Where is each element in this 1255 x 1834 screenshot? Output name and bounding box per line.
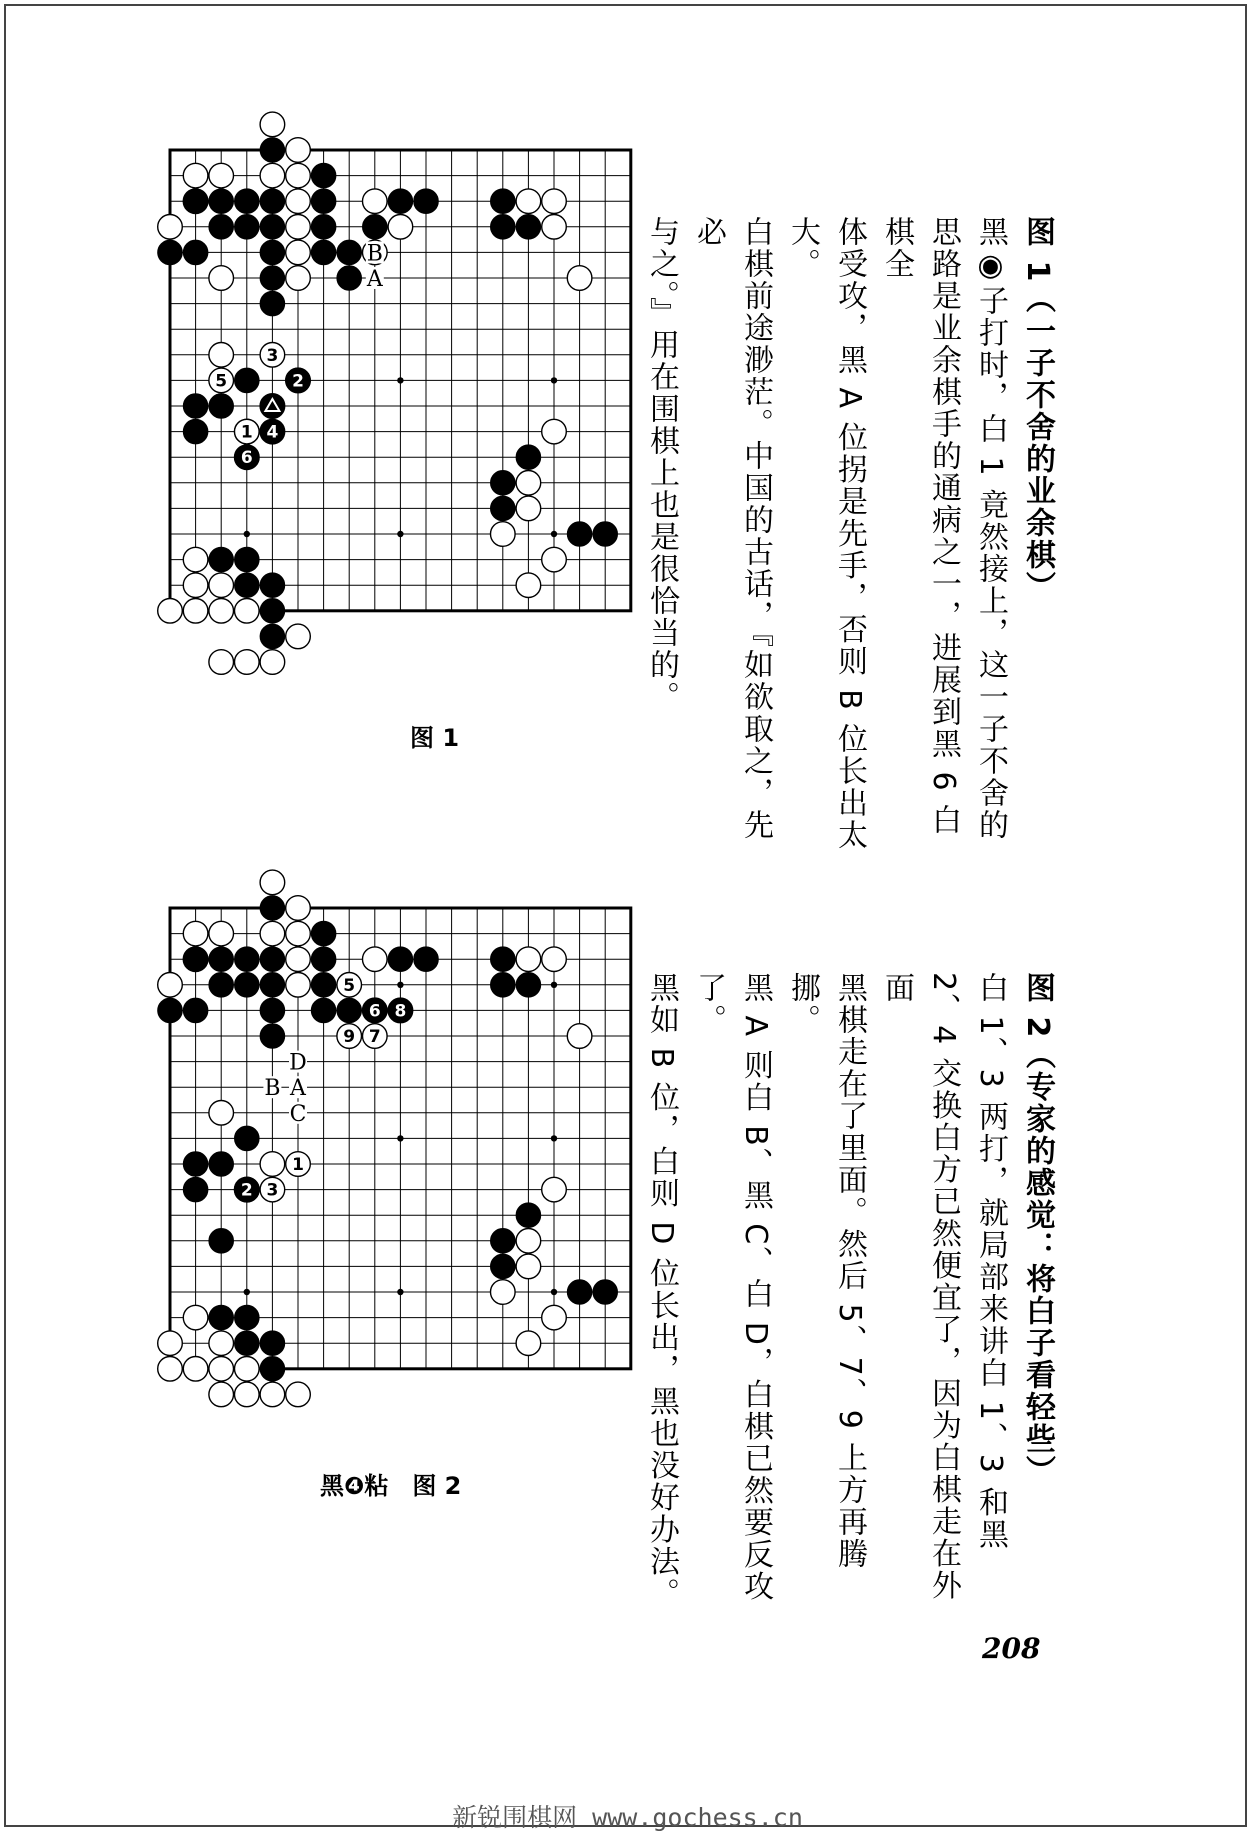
white-stone	[260, 921, 285, 946]
white-stone	[363, 189, 388, 214]
star-point	[244, 531, 250, 537]
figure-1-caption	[410, 718, 459, 753]
go-board-figure-2	[140, 878, 720, 1478]
move-number: 6	[240, 448, 253, 469]
star-point	[397, 982, 403, 988]
black-stone	[363, 215, 388, 240]
white-stone	[183, 921, 208, 946]
white-stone	[516, 471, 541, 496]
black-stone	[260, 215, 285, 240]
black-stone	[183, 1152, 208, 1177]
point-label: D	[289, 1050, 307, 1076]
white-stone	[209, 266, 234, 291]
white-stone	[158, 599, 183, 624]
black-stone	[414, 947, 439, 972]
white-stone	[260, 112, 285, 137]
white-stone	[286, 624, 311, 649]
white-stone	[235, 599, 260, 624]
black-stone	[209, 947, 234, 972]
black-stone	[183, 998, 208, 1023]
white-stone	[209, 650, 234, 675]
black-stone	[260, 1357, 285, 1382]
black-stone	[183, 240, 208, 265]
black-stone	[183, 419, 208, 444]
white-stone	[516, 496, 541, 521]
black-stone	[516, 1203, 541, 1228]
black-stone	[337, 998, 362, 1023]
white-stone	[542, 215, 567, 240]
black-stone	[183, 394, 208, 419]
black-stone	[260, 189, 285, 214]
black-stone	[183, 1177, 208, 1202]
black-stone	[209, 547, 234, 572]
white-stone	[235, 650, 260, 675]
commentary-1-line: 体受攻，黑 A 位拐是先手，否则 B 位长出太大。	[785, 216, 867, 852]
move-number: 1	[240, 422, 253, 443]
move-number: 5	[343, 975, 356, 996]
point-label: B	[366, 241, 383, 267]
white-stone	[158, 973, 183, 998]
move-number: 2	[240, 1180, 253, 1201]
figure-1-caption-text: 图 1	[410, 724, 460, 752]
black-stone	[516, 973, 541, 998]
black-stone	[235, 1305, 260, 1330]
black-stone	[183, 947, 208, 972]
commentary-2-line: 黑如 B 位，白则 D 位长出，黑也没好办法。	[644, 972, 679, 1610]
black-stone	[311, 240, 336, 265]
white-stone	[542, 947, 567, 972]
white-stone	[567, 1024, 592, 1049]
white-stone	[286, 947, 311, 972]
black-stone	[311, 189, 336, 214]
black-stone	[311, 921, 336, 946]
black-stone	[158, 240, 183, 265]
star-point	[551, 377, 557, 383]
black-stone	[311, 163, 336, 188]
black-stone	[388, 947, 413, 972]
white-stone	[260, 163, 285, 188]
move-number: 6	[368, 1001, 381, 1022]
white-stone	[542, 419, 567, 444]
star-point	[551, 982, 557, 988]
black-stone	[491, 1254, 516, 1279]
black-stone	[311, 998, 336, 1023]
commentary-1-line: 思路是业余棋手的通病之一，进展到黑 6 白棋全	[879, 216, 961, 837]
black-stone	[209, 973, 234, 998]
black-stone	[567, 1280, 592, 1305]
figure-2-caption	[320, 1466, 461, 1501]
white-stone	[491, 522, 516, 547]
white-stone	[183, 547, 208, 572]
star-point	[551, 1289, 557, 1295]
white-stone	[209, 1331, 234, 1356]
commentary-2-line: 黑棋走在了里面。然后 5、7、9 上方再腾挪。	[785, 972, 867, 1571]
move-number: 7	[368, 1027, 381, 1047]
white-stone	[260, 650, 285, 675]
move-number: 5	[215, 371, 228, 392]
black-stone	[235, 1331, 260, 1356]
white-stone	[388, 215, 413, 240]
black-stone	[567, 522, 592, 547]
black-stone	[235, 573, 260, 598]
black-stone	[491, 1229, 516, 1254]
black-stone	[311, 947, 336, 972]
white-stone	[363, 947, 388, 972]
black-stone	[209, 1305, 234, 1330]
black-stone	[593, 1280, 618, 1305]
black-stone	[158, 998, 183, 1023]
white-stone	[516, 573, 541, 598]
white-stone	[209, 1357, 234, 1382]
black-stone	[311, 215, 336, 240]
move-number: 3	[266, 345, 279, 366]
white-stone	[286, 896, 311, 921]
white-stone	[516, 1331, 541, 1356]
white-stone	[542, 189, 567, 214]
star-point	[397, 377, 403, 383]
white-stone	[286, 138, 311, 163]
white-stone	[235, 1357, 260, 1382]
black-stone	[235, 947, 260, 972]
watermark: 新锐围棋网 www.gochess.cn	[452, 1803, 803, 1832]
move-number: 9	[343, 1027, 356, 1047]
commentary-1-line: 与之。』用在围棋上也是很恰当的。	[644, 216, 679, 713]
commentary-2-line: 白 1、3 两打，就局部来讲白 1、3 和黑	[973, 972, 1008, 1551]
white-stone	[158, 1357, 183, 1382]
black-stone	[311, 973, 336, 998]
white-stone	[516, 189, 541, 214]
black-stone	[491, 496, 516, 521]
move-number: 3	[266, 1180, 279, 1201]
black-stone	[414, 189, 439, 214]
go-board-svg	[140, 120, 720, 720]
black-stone	[260, 896, 285, 921]
black-stone	[235, 189, 260, 214]
point-label: A	[366, 267, 383, 292]
white-stone	[209, 343, 234, 368]
white-stone	[235, 1382, 260, 1407]
black-stone	[260, 573, 285, 598]
white-stone	[183, 1357, 208, 1382]
white-stone	[286, 266, 311, 291]
point-label: A	[290, 1076, 306, 1102]
black-stone	[260, 266, 285, 291]
star-point	[397, 1135, 403, 1141]
white-stone	[286, 163, 311, 188]
black-stone	[235, 368, 260, 393]
black-stone	[209, 215, 234, 240]
move-number: 2	[292, 371, 304, 392]
white-stone	[260, 870, 285, 895]
black-stone	[260, 973, 285, 998]
white-stone	[516, 1254, 541, 1279]
white-stone	[209, 1382, 234, 1407]
white-stone	[542, 1177, 567, 1202]
white-stone	[286, 921, 311, 946]
white-stone	[209, 599, 234, 624]
black-stone	[260, 1331, 285, 1356]
star-point	[397, 1289, 403, 1295]
black-stone	[260, 599, 285, 624]
star-point	[244, 1289, 250, 1295]
black-stone	[260, 1024, 285, 1049]
black-stone	[235, 973, 260, 998]
black-stone	[209, 1229, 234, 1254]
white-stone	[183, 573, 208, 598]
white-stone	[286, 1382, 311, 1407]
black-stone	[491, 947, 516, 972]
white-stone	[260, 1382, 285, 1407]
move-number: 1	[292, 1155, 304, 1175]
black-stone	[209, 394, 234, 419]
white-stone	[491, 1280, 516, 1305]
black-stone	[491, 189, 516, 214]
black-stone	[260, 138, 285, 163]
white-stone	[158, 1331, 183, 1356]
white-stone	[542, 1305, 567, 1330]
black-stone	[337, 266, 362, 291]
white-stone	[286, 215, 311, 240]
commentary-figure-1	[638, 216, 1061, 866]
black-stone	[516, 445, 541, 470]
white-stone	[209, 1101, 234, 1126]
commentary-2-title: 图 2（专家的感觉：将白子看轻些）	[1020, 972, 1055, 1488]
black-stone	[209, 1152, 234, 1177]
white-stone	[183, 1305, 208, 1330]
go-board-figure-1	[140, 120, 720, 720]
black-stone	[491, 215, 516, 240]
star-point	[551, 1135, 557, 1141]
black-stone	[183, 189, 208, 214]
black-stone	[337, 240, 362, 265]
figure-2-caption-text: 黑❹粘 图 2	[320, 1472, 462, 1500]
black-stone	[593, 522, 618, 547]
white-stone	[516, 947, 541, 972]
white-stone	[209, 573, 234, 598]
black-stone	[491, 973, 516, 998]
white-stone	[209, 921, 234, 946]
commentary-1-line: 黑◉子打时，白 1 竟然接上，这一子不舍的	[973, 216, 1008, 842]
white-stone	[286, 973, 311, 998]
go-board-svg	[140, 878, 720, 1478]
black-stone	[516, 215, 541, 240]
page-number: 208	[982, 1632, 1041, 1665]
black-stone	[235, 1126, 260, 1151]
white-stone	[183, 163, 208, 188]
commentary-1-title: 图 1（一子不舍的业余棋）	[1020, 216, 1055, 604]
star-point	[397, 531, 403, 537]
black-stone	[209, 189, 234, 214]
black-stone	[235, 215, 260, 240]
black-stone	[388, 189, 413, 214]
black-stone	[260, 624, 285, 649]
black-stone	[235, 547, 260, 572]
commentary-figure-2	[638, 972, 1061, 1622]
commentary-2-line: 黑 A 则白 B、黑 C、白 D，白棋已然要反攻了。	[691, 972, 773, 1603]
black-stone	[260, 240, 285, 265]
white-stone	[286, 189, 311, 214]
white-stone	[158, 215, 183, 240]
white-stone	[542, 547, 567, 572]
white-stone	[286, 240, 311, 265]
white-stone	[516, 1229, 541, 1254]
black-stone	[260, 947, 285, 972]
move-number: 4	[266, 422, 279, 443]
white-stone	[567, 266, 592, 291]
commentary-2-line: 2、4 交换白方已然便宜了，因为白棋走在外面	[879, 972, 961, 1602]
commentary-1-line: 白棋前途渺茫。中国的古话，『如欲取之，先必	[691, 216, 773, 841]
white-stone	[183, 599, 208, 624]
white-stone	[260, 1152, 285, 1177]
white-stone	[209, 163, 234, 188]
black-stone	[260, 998, 285, 1023]
black-stone	[491, 471, 516, 496]
point-label: B	[264, 1076, 281, 1102]
move-number: 8	[394, 1001, 407, 1022]
star-point	[551, 531, 557, 537]
black-stone	[260, 291, 285, 316]
point-label: C	[289, 1101, 307, 1127]
